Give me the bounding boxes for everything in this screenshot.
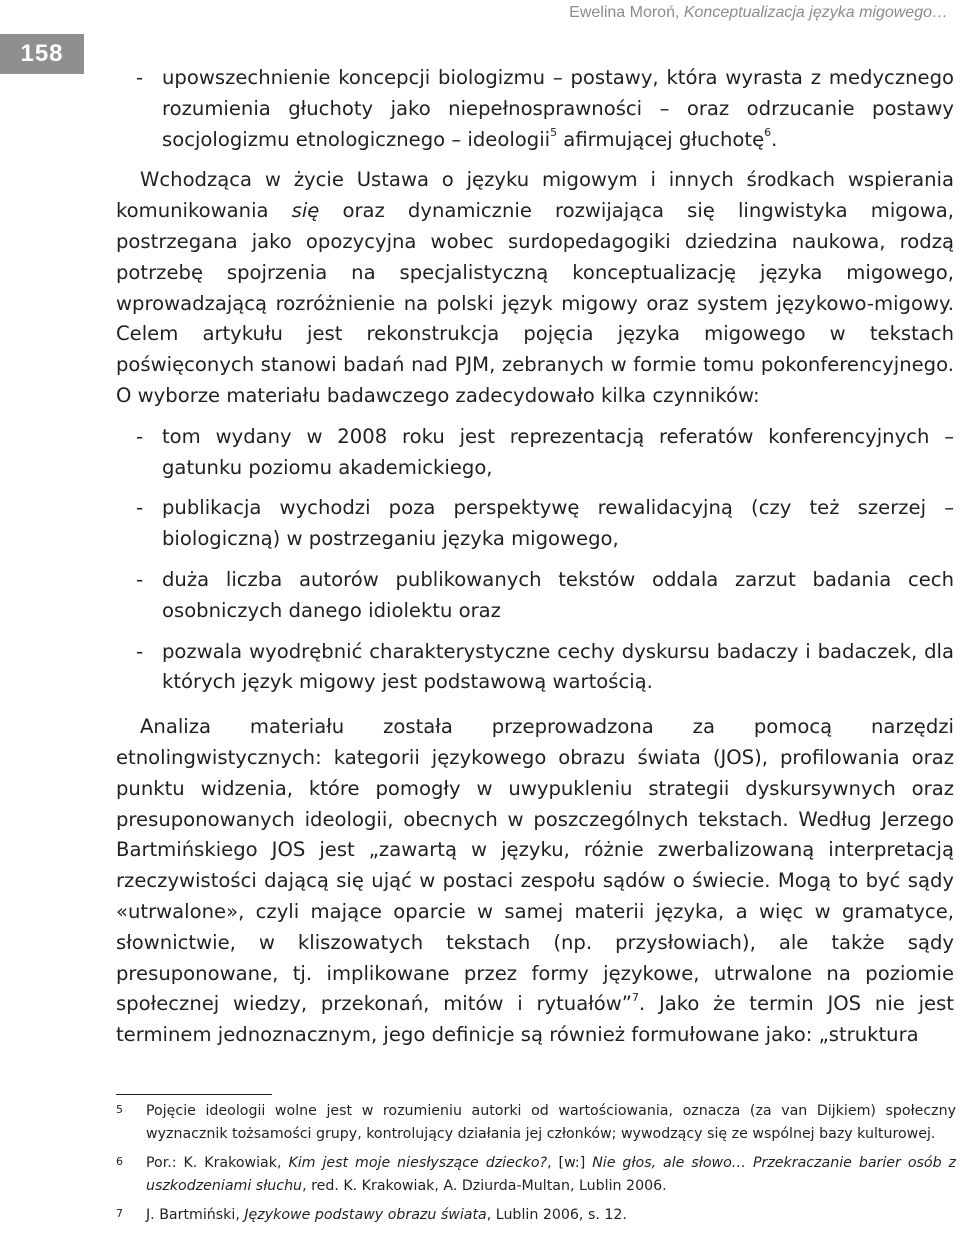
intro-list-item: [116, 63, 954, 155]
para1-italic: się: [291, 199, 320, 223]
footnote-text: Por.: K. Krakowiak,: [146, 1155, 289, 1171]
footnote-text: , Lublin 2006, s. 12.: [486, 1207, 627, 1223]
list-dash: -: [136, 639, 144, 663]
footnote-text: Pojęcie ideologii wolne jest w rozumieniu autorki od wartościowania, oznacza (za van Dijkiem) społeczny wyznacznik tożsamości grupy, kontrolujący działania jej członków; wywodzący się ze wspólnej bazy kulturowej.: [146, 1103, 956, 1142]
list-dash: -: [136, 496, 144, 520]
main-text: [116, 63, 954, 1051]
footnote-title: Nie głos, ale słowo… Przekraczanie barier osób z uszkodzeniami słuchu: [146, 1155, 956, 1194]
intro-text-a: upowszechnienie koncepcji biologizmu – postawy, która wyrasta z medycznego rozumienia głuchoty jako niepełnosprawności – oraz odrzucanie postawy socjologizmu etnologicznego – ideologii: [162, 66, 954, 151]
footnote-ref-6[interactable]: 6: [764, 126, 772, 140]
list-item: [116, 422, 954, 484]
footnote-divider: [116, 1094, 272, 1095]
footnote-text: , [w:]: [547, 1155, 593, 1171]
list-dash: -: [136, 424, 144, 448]
footnote-7: [116, 1204, 956, 1227]
footnote-5: [116, 1100, 956, 1146]
running-head-title: Konceptualizacja języka migowego…: [683, 4, 948, 21]
list-item: [116, 565, 954, 627]
footnote-6: [116, 1152, 956, 1198]
footnotes: [116, 1100, 956, 1233]
intro-text-c: .: [771, 127, 778, 151]
list-item-text: pozwala wyodrębnić charakterystyczne cechy dyskursu badaczy i badaczek, dla których język migowy jest podstawową wartością.: [162, 639, 954, 694]
footnote-title: Językowe podstawy obrazu świata: [244, 1207, 487, 1223]
list-item-text: duża liczba autorów publikowanych tekstów oddala zarzut badania cech osobniczych danego idiolektu oraz: [162, 567, 954, 622]
footnote-ref-7[interactable]: 7: [631, 990, 639, 1004]
intro-text-b: afirmującej głuchotę: [557, 127, 765, 151]
para1-text-a: Wchodząca w życie Ustawa o języku migowym i innych środkach wspierania komunikowania: [116, 168, 954, 223]
footnote-number: 6: [116, 1155, 123, 1168]
running-head-author: Ewelina Moroń,: [569, 4, 684, 21]
para2-text-b: . Jako że termin JOS nie jest terminem jednoznacznym, jego definicje są również formułowane jako: „struktura: [116, 992, 954, 1047]
list-dash: -: [136, 66, 144, 89]
footnote-ref-5[interactable]: 5: [550, 126, 558, 140]
footnote-text: , red. K. Krakowiak, A. Dziurda-Multan, Lublin 2006.: [302, 1178, 667, 1194]
list-item-text: publikacja wychodzi poza perspektywę rewalidacyjną (czy też szerzej – biologiczną) w postrzeganiu języka migowego,: [162, 496, 954, 551]
footnote-title: Kim jest moje niesłyszące dziecko?: [288, 1155, 548, 1171]
para2-text-a: Analiza materiału została przeprowadzona za pomocą narzędzi etnolingwistycznych: kategorii językowego obrazu świata (JOS), profilowania oraz punktu widzenia, które pomogły w uwypukleniu strategii dyskursywnych oraz presuponowanych ideologii, obecnych w poszczególnych tekstach. Według Jerzego Bartmińskiego JOS jest „zawartą w języku, różnie zwerbalizowaną interpretacją rzeczywistości dającą się ująć w postaci zespołu sądów o świecie. Mogą to być sądy «utrwalone», czyli mające oparcie w samej materii języka, a więc w gramatyce, słownictwie, w kliszowatych tekstach (np. przysłowiach), ale także sądy presuponowane, tj. implikowane przez formy językowe, utrwalone na poziomie społecznej wiedzy, przekonań, mitów i rytuałów”: [116, 715, 954, 1016]
para1-text-b: oraz dynamicznie rozwijająca się lingwistyka migowa, postrzegana jako opozycyjna wobec surdopedagogiki dziedzina naukowa, rodzą potrzebę spojrzenia na specjalistyczną konceptualizację języka migowego, wprowadzającą rozróżnienie na polski język migowy oraz system językowo-migowy. Celem artykułu jest rekonstrukcja pojęcia języka migowego w tekstach poświęconych stanowi badań nad PJM, zebranych w formie tomu pokonferencyjnego. O wyborze materiału badawczego zadecydowało kilka czynników:: [116, 199, 954, 407]
paragraph-2: [116, 712, 954, 1051]
footnote-number: 7: [116, 1207, 123, 1220]
running-head: [569, 4, 948, 22]
page-number: 158: [0, 34, 84, 74]
list-item-text: tom wydany w 2008 roku jest reprezentacją referatów konferencyjnych – gatunku poziomu akademickiego,: [162, 424, 954, 479]
footnote-text: J. Bartmiński,: [146, 1207, 245, 1223]
list-item: [116, 637, 954, 699]
paragraph-1: [116, 165, 954, 411]
footnote-number: 5: [116, 1103, 123, 1116]
list-dash: -: [136, 567, 144, 591]
list-item: [116, 493, 954, 555]
